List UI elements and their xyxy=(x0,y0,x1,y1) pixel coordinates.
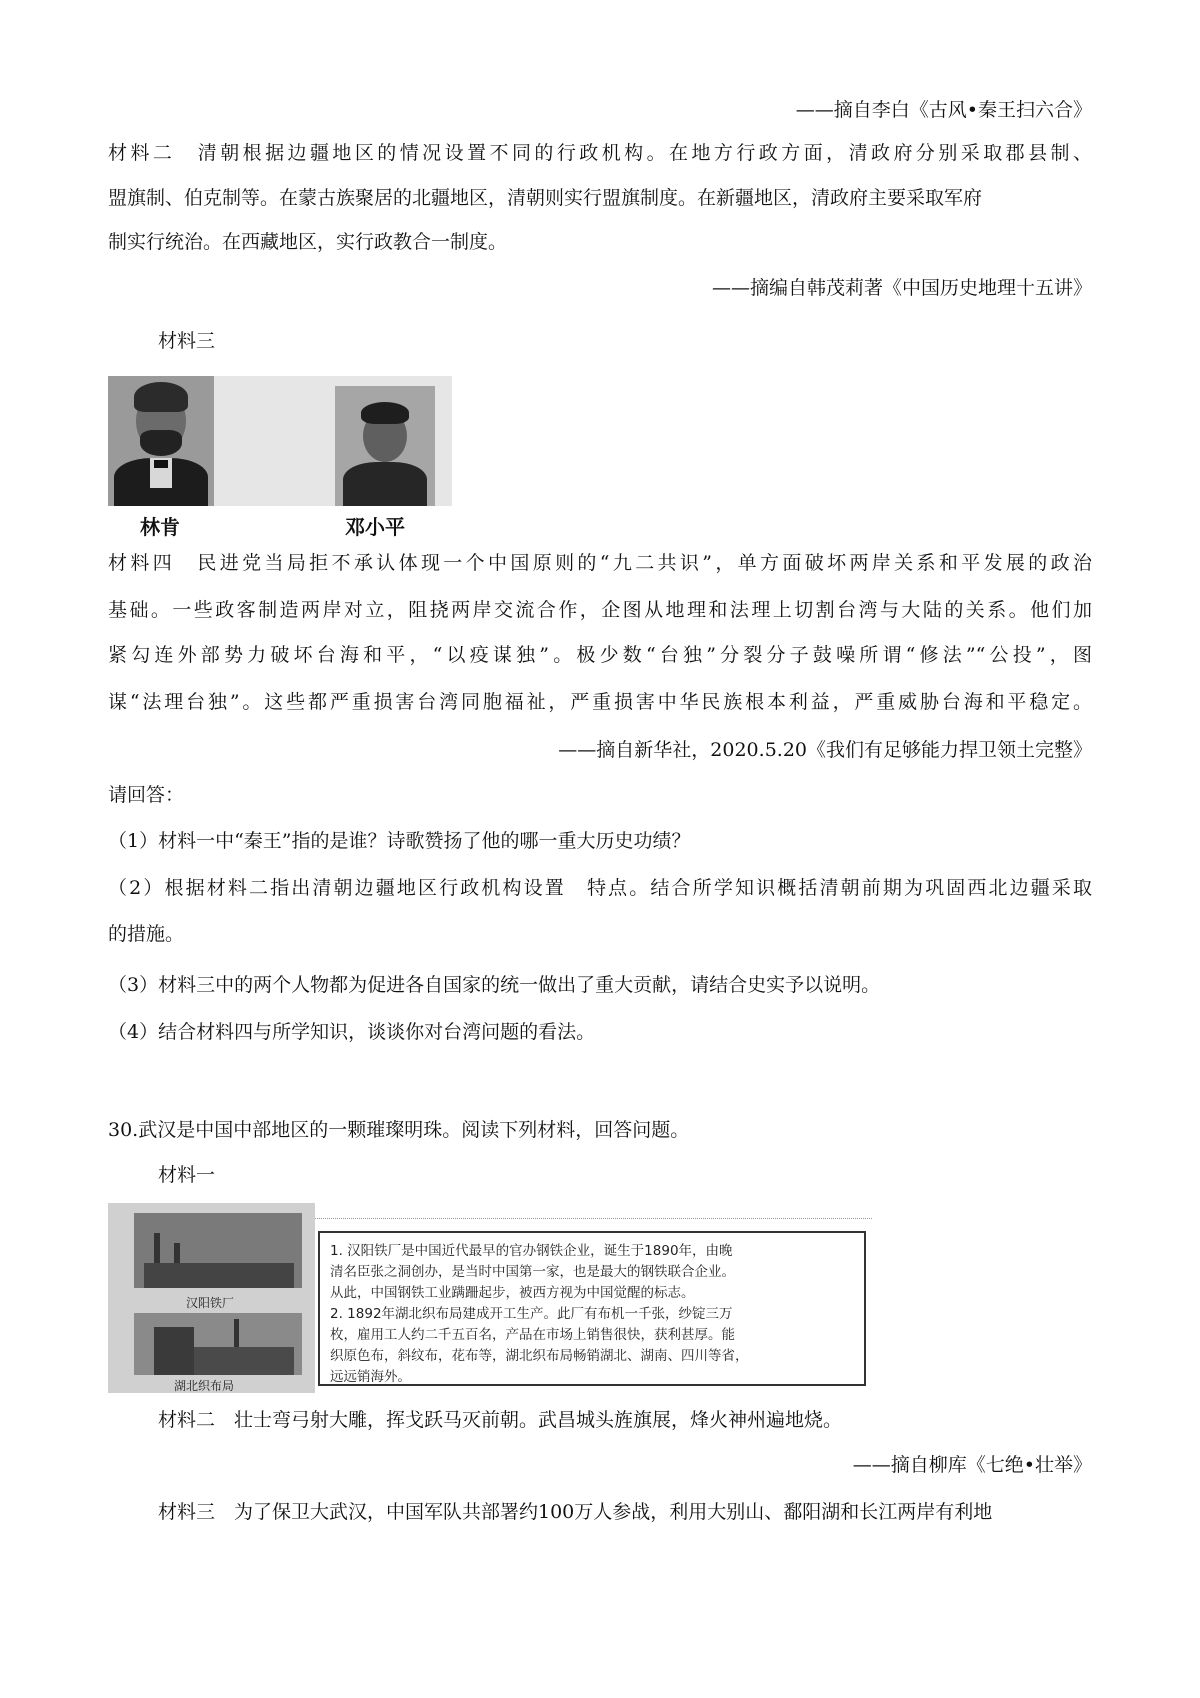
textbox-line: 从此，中国钢铁工业蹒跚起步，被西方视为中国觉醒的标志。 xyxy=(330,1285,695,1301)
lincoln-portrait xyxy=(108,376,214,506)
material-3-photos xyxy=(108,376,452,506)
material-2-line-2: 盟旗制、伯克制等。在蒙古族聚居的北疆地区，清朝则实行盟旗制度。在新疆地区，清政府主要采取军府 xyxy=(108,187,983,209)
hubei-textile-photo xyxy=(134,1313,302,1375)
source-material-2: ——摘编自韩茂莉著《中国历史地理十五讲》 xyxy=(711,277,1092,299)
answer-prompt: 请回答： xyxy=(108,784,185,806)
caption-deng: 邓小平 xyxy=(345,515,405,539)
material-2b: 材料二 壮士弯弓射大雕，挥戈跃马灭前朝。武昌城头旌旗展，烽火神州遍地烧。 xyxy=(158,1409,843,1431)
caption-lincoln: 林肯 xyxy=(140,515,180,539)
question-2-line-1: （2）根据材料二指出清朝边疆地区行政机构设置 特点。结合所学知识概括清朝前期为巩固西北边疆采取 xyxy=(108,877,1092,899)
textbox-line: 枚，雇用工人约二千五百名，产品在市场上销售很快，获利甚厚。能 xyxy=(330,1327,735,1343)
question-2-line-2: 的措施。 xyxy=(108,923,185,945)
caption-hubei: 湖北织布局 xyxy=(174,1379,235,1393)
question-1: （1）材料一中“秦王”指的是谁？诗歌赞扬了他的哪一重大历史功绩？ xyxy=(108,830,691,852)
deng-xiaoping-portrait xyxy=(335,386,435,506)
material-1b-textbox xyxy=(318,1231,866,1386)
material-1b-label: 材料一 xyxy=(158,1164,216,1186)
question-4: （4）结合材料四与所学知识，谈谈你对台湾问题的看法。 xyxy=(108,1021,596,1043)
material-4-line-1: 材料四 民进党当局拒不承认体现一个中国原则的“九二共识”，单方面破坏两岸关系和平发展的政治 xyxy=(108,552,1092,574)
material-4-line-4: 谋“法理台独”。这些都严重损害台湾同胞福祉，严重损害中华民族根本利益，严重威胁台海和平稳定。 xyxy=(108,691,1092,713)
textbox-line: 1. 汉阳铁厂是中国近代最早的官办钢铁企业，诞生于1890年，由晚 xyxy=(330,1243,733,1259)
factory-photos xyxy=(108,1203,315,1393)
material-2-line-3: 制实行统治。在西藏地区，实行政教合一制度。 xyxy=(108,231,508,253)
textbox-line: 清名臣张之洞创办，是当时中国第一家，也是最大的钢铁联合企业。 xyxy=(330,1264,735,1280)
material-4-line-2: 基础。一些政客制造两岸对立，阻挠两岸交流合作，企图从地理和法理上切割台湾与大陆的关系。他们加 xyxy=(108,599,1092,621)
textbox-line: 远远销海外。 xyxy=(330,1369,411,1385)
question-3: （3）材料三中的两个人物都为促进各自国家的统一做出了重大贡献，请结合史实予以说明。 xyxy=(108,974,881,996)
source-material-2b: ——摘自柳库《七绝•壮举》 xyxy=(852,1454,1092,1476)
material-2-line-1: 材料二 清朝根据边疆地区的情况设置不同的行政机构。在地方行政方面，清政府分别采取郡县制、 xyxy=(108,142,1092,164)
question-30-title: 30.武汉是中国中部地区的一颗璀璨明珠。阅读下列材料，回答问题。 xyxy=(108,1119,690,1141)
material-3b-line-1: 材料三 为了保卫大武汉，中国军队共部署约100万人参战，利用大别山、鄱阳湖和长江两岸有利地 xyxy=(158,1501,993,1523)
source-material-4: ——摘自新华社，2020.5.20《我们有足够能力捍卫领土完整》 xyxy=(558,739,1092,761)
textbox-line: 2. 1892年湖北织布局建成开工生产。此厂有布机一千张，纱锭三万 xyxy=(330,1306,733,1322)
material-4-line-3: 紧勾连外部势力破坏台海和平，“以疫谋独”。极少数“台独”分裂分子鼓噪所谓“修法”“公投”，图 xyxy=(108,644,1092,666)
material-3-label: 材料三 xyxy=(158,330,216,352)
hanyang-ironworks-photo xyxy=(134,1213,302,1288)
textbox-line: 织原色布，斜纹布，花布等，湖北织布局畅销湖北、湖南、四川等省， xyxy=(330,1348,749,1364)
caption-hanyang: 汉阳铁厂 xyxy=(186,1296,235,1310)
source-material-1: ——摘自李白《古风•秦王扫六合》 xyxy=(795,99,1092,121)
